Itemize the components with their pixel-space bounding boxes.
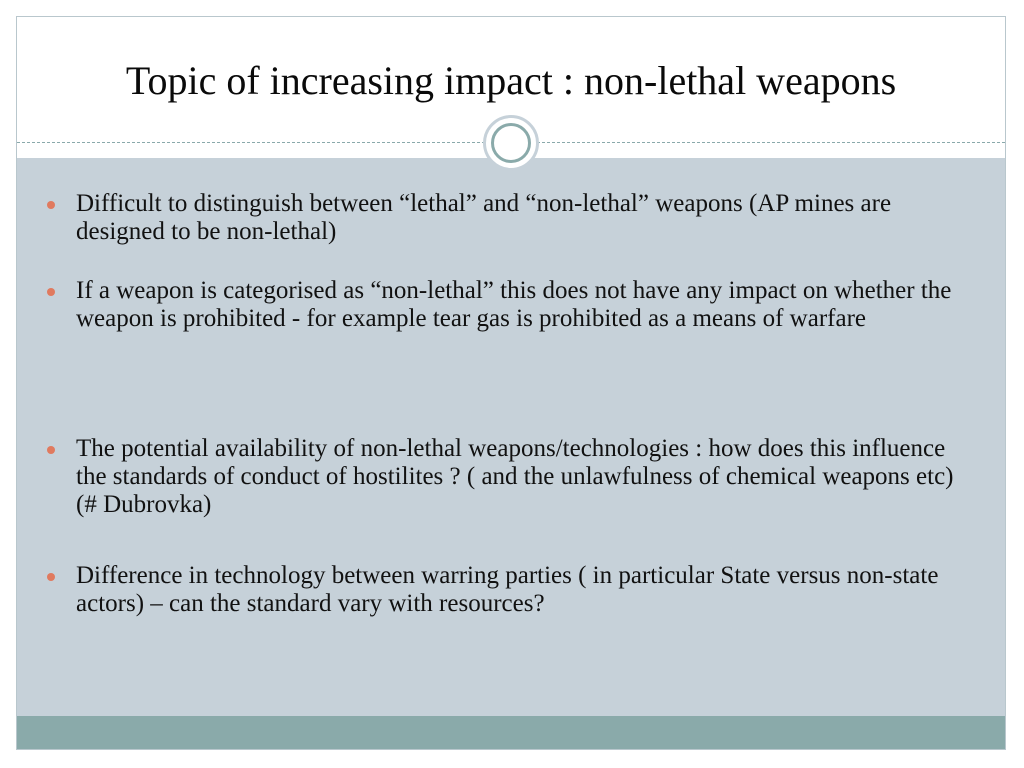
round-bullet-icon <box>47 288 55 296</box>
slide-title: Topic of increasing impact : non-lethal weapons <box>125 58 897 103</box>
bullet-text: Difficult to distinguish between “lethal” and “non-lethal” weapons (AP mines are designed to be non-lethal) <box>76 190 892 245</box>
bullet-text: If a weapon is categorised as “non-lethal” this does not have any impact on whether the weapon is prohibited - for example tear gas is prohibited as a means of warfare <box>76 277 952 332</box>
bullet-text: The potential availability of non-lethal weapons/technologies : how does this influence the standards of conduct of hostilites ? ( and the unlawfulness of chemical weapons etc) (# Dubrovka) <box>76 435 954 518</box>
content-area <box>17 158 1005 716</box>
bullet-item <box>76 277 976 333</box>
double-ring-circle-icon <box>483 115 539 171</box>
bullet-item <box>76 562 976 618</box>
bullet-text: Difference in technology between warring parties ( in particular State versus non-state actors) – can the standard vary with resources? <box>76 562 939 617</box>
round-bullet-icon <box>47 201 55 209</box>
bullet-item <box>76 190 976 246</box>
bullet-item <box>76 435 976 519</box>
inner-ring <box>491 123 531 163</box>
round-bullet-icon <box>47 573 55 581</box>
round-bullet-icon <box>47 446 55 454</box>
footer-band <box>17 716 1005 750</box>
slide <box>16 16 1006 750</box>
